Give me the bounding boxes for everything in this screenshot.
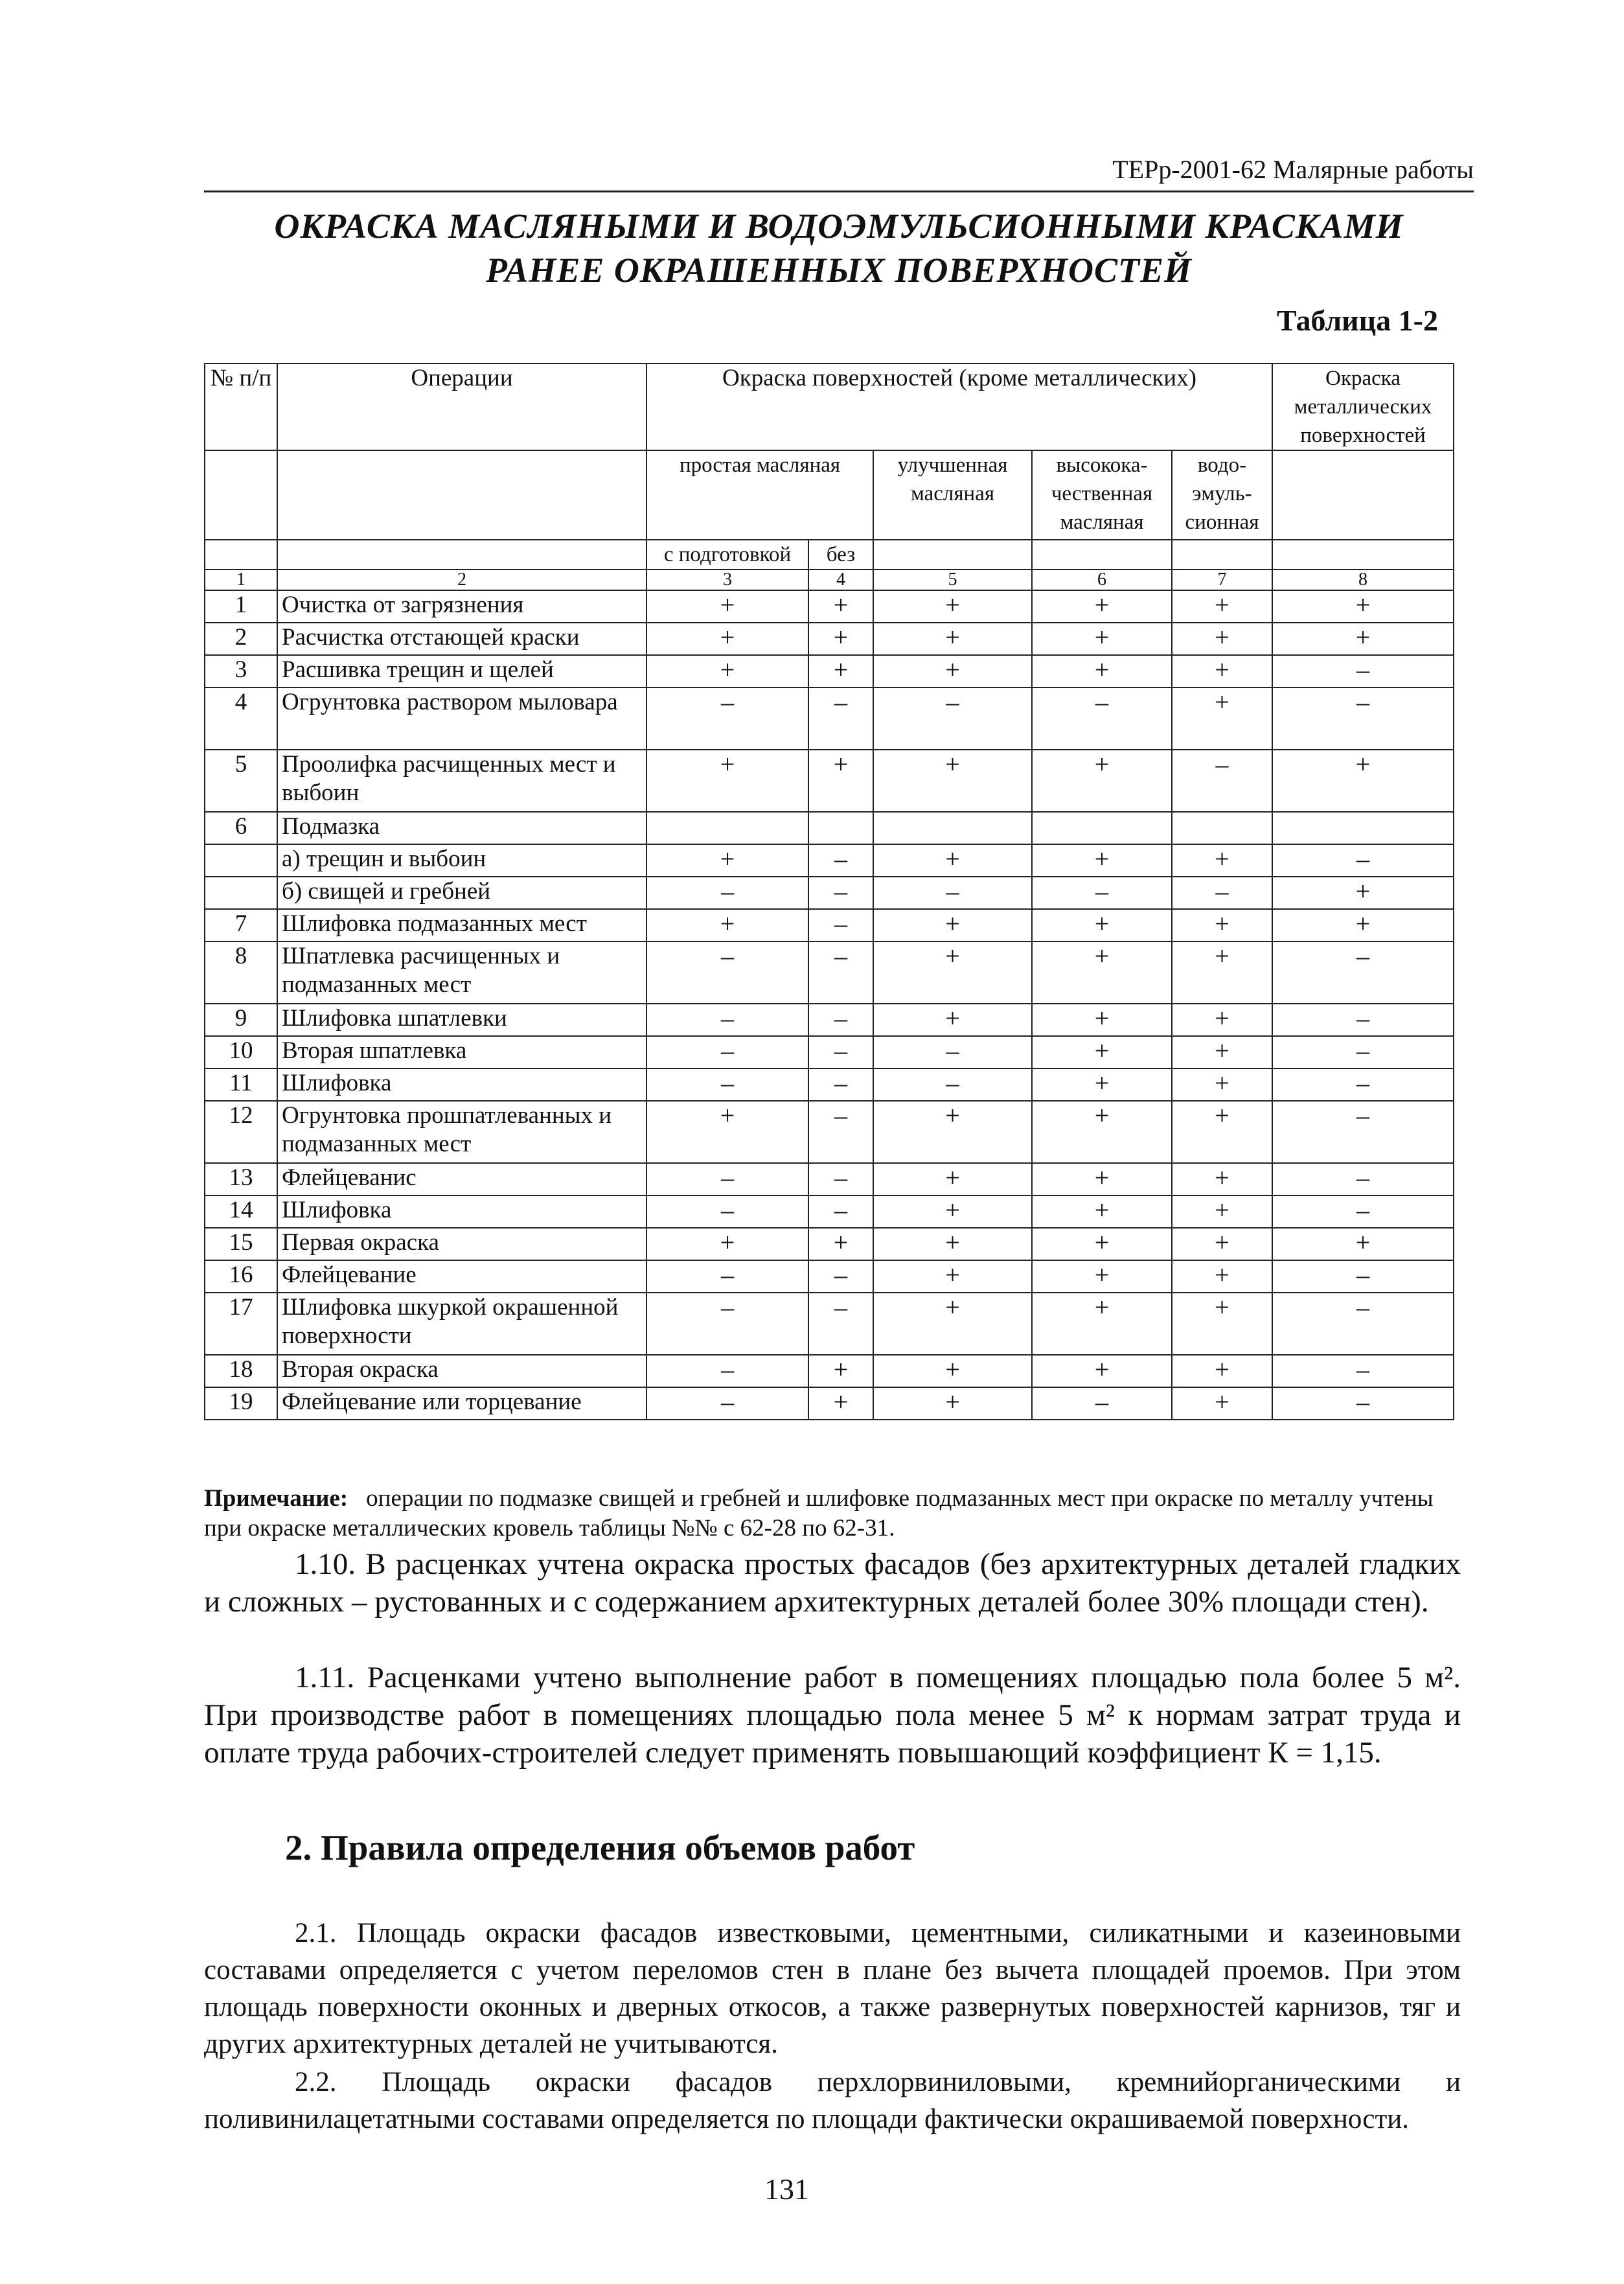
improved-oil-header: улучшенная масляная [873, 450, 1032, 540]
table-row [205, 623, 1454, 655]
index-cell: 5 [873, 570, 1032, 590]
mark-cell: + [1172, 655, 1272, 687]
mark-cell: – [873, 1068, 1032, 1101]
paragraph-2-2: 2.2. Площадь окраски фасадов перхлорвиниловыми, кремнийорганическими и поливинилацетатными составами определяется по площади фактически окрашиваемой поверхности. [204, 2067, 1461, 2134]
operation-name: Огрунтовка прошпатлеванных и подмазанных мест [277, 1101, 646, 1163]
mark-cell: – [646, 1195, 808, 1228]
mark-cell: + [1172, 1195, 1272, 1228]
mark-cell: + [1172, 1163, 1272, 1195]
operations-table [204, 363, 1454, 1420]
mark-cell: – [646, 687, 808, 750]
row-number: 13 [205, 1163, 277, 1195]
mark-cell: + [1032, 1228, 1172, 1260]
mark-cell: + [646, 655, 808, 687]
operation-name: Первая окраска [277, 1228, 646, 1260]
mark-cell: + [646, 750, 808, 812]
row-number: 16 [205, 1260, 277, 1293]
row-number: 18 [205, 1355, 277, 1387]
mark-cell: + [1032, 655, 1172, 687]
table-row [205, 1004, 1454, 1036]
mark-cell: + [873, 1101, 1032, 1163]
mark-cell: + [1172, 1036, 1272, 1068]
table-row [205, 590, 1454, 623]
mark-cell: + [1272, 750, 1454, 812]
mark-cell: + [1032, 1260, 1172, 1293]
mark-cell: – [1032, 877, 1172, 909]
row-number: 2 [205, 623, 277, 655]
mark-cell: + [873, 590, 1032, 623]
mark-cell: + [873, 1163, 1032, 1195]
mark-cell: + [873, 750, 1032, 812]
mark-cell: – [646, 1387, 808, 1420]
operation-name: Вторая шпатлевка [277, 1036, 646, 1068]
row-number: 19 [205, 1387, 277, 1420]
mark-cell: + [1172, 590, 1272, 623]
mark-cell: + [1172, 1387, 1272, 1420]
mark-cell: + [1172, 1228, 1272, 1260]
operation-name: б) свищей и гребней [277, 877, 646, 909]
mark-cell: – [646, 941, 808, 1004]
operation-name: Шлифовка подмазанных мест [277, 909, 646, 941]
table-row [205, 1195, 1454, 1228]
mark-cell: – [1272, 1036, 1454, 1068]
table-row [205, 1293, 1454, 1355]
mark-cell: – [1272, 1293, 1454, 1355]
table-row [205, 1163, 1454, 1195]
mark-cell: + [1032, 590, 1172, 623]
mark-cell: – [808, 1068, 873, 1101]
mark-cell [1272, 812, 1454, 844]
index-cell: 8 [1272, 570, 1454, 590]
header-row-2 [205, 450, 1454, 540]
mark-cell: + [1032, 1004, 1172, 1036]
mark-cell: + [1032, 1101, 1172, 1163]
mark-cell: + [1032, 1355, 1172, 1387]
row-number: 3 [205, 655, 277, 687]
mark-cell: + [1032, 623, 1172, 655]
mark-cell: + [1172, 1293, 1272, 1355]
mark-cell: + [1032, 1293, 1172, 1355]
mark-cell: – [646, 877, 808, 909]
operation-name: Огрунтовка раствором мыловара [277, 687, 646, 750]
mark-cell: + [1272, 623, 1454, 655]
without-header: без [808, 540, 873, 570]
table-row [205, 1387, 1454, 1420]
mark-cell: + [646, 1228, 808, 1260]
table-row [205, 1260, 1454, 1293]
row-number: 17 [205, 1293, 277, 1355]
operation-name: Расшивка трещин и щелей [277, 655, 646, 687]
mark-cell: – [808, 1293, 873, 1355]
operation-name: Вторая окраска [277, 1355, 646, 1387]
table-row [205, 941, 1454, 1004]
mark-cell: – [1272, 941, 1454, 1004]
mark-cell: – [1272, 1163, 1454, 1195]
mark-cell: – [873, 1036, 1032, 1068]
index-cell: 2 [277, 570, 646, 590]
mark-cell: + [808, 1228, 873, 1260]
mark-cell [646, 812, 808, 844]
index-cell: 3 [646, 570, 808, 590]
index-cell: 4 [808, 570, 873, 590]
mark-cell: + [808, 1355, 873, 1387]
operation-name: Шпатлевка расчищенных и подмазанных мест [277, 941, 646, 1004]
operation-name: Флейцеванис [277, 1163, 646, 1195]
row-number: 7 [205, 909, 277, 941]
mark-cell: + [1032, 750, 1172, 812]
with-prep-header: с подготовкой [646, 540, 808, 570]
mark-cell: – [873, 877, 1032, 909]
mark-cell: + [1172, 623, 1272, 655]
mark-cell: + [1172, 687, 1272, 750]
water-emulsion-header: водо-эмуль-сионная [1172, 450, 1272, 540]
mark-cell: + [1272, 909, 1454, 941]
mark-cell [1172, 812, 1272, 844]
mark-cell: + [873, 1228, 1032, 1260]
col-nonmetal-header: Окраска поверхностей (кроме металлических) [646, 363, 1272, 450]
mark-cell: – [1272, 1195, 1454, 1228]
operation-name: Шлифовка [277, 1195, 646, 1228]
mark-cell: – [1272, 687, 1454, 750]
mark-cell: + [873, 1293, 1032, 1355]
table-row [205, 655, 1454, 687]
operation-name: Флейцевание или торцевание [277, 1387, 646, 1420]
mark-cell: + [1172, 844, 1272, 877]
mark-cell: + [873, 941, 1032, 1004]
mark-cell: + [1032, 909, 1172, 941]
mark-cell: – [1032, 687, 1172, 750]
operation-name: Флейцевание [277, 1260, 646, 1293]
running-header [204, 150, 1474, 192]
operation-name: Подмазка [277, 812, 646, 844]
document-title [204, 204, 1474, 292]
mark-cell: + [1172, 1101, 1272, 1163]
mark-cell: – [808, 941, 873, 1004]
row-number: 4 [205, 687, 277, 750]
mark-cell: + [1272, 590, 1454, 623]
col-metal-header: Окраска металлических поверхностей [1272, 363, 1454, 450]
mark-cell [1032, 812, 1172, 844]
table-row [205, 909, 1454, 941]
mark-cell [808, 812, 873, 844]
mark-cell: + [808, 623, 873, 655]
page-number: 131 [764, 2173, 809, 2206]
row-number: 14 [205, 1195, 277, 1228]
col-no-header: № п/п [205, 363, 277, 450]
row-number: 12 [205, 1101, 277, 1163]
mark-cell: – [646, 1036, 808, 1068]
row-number: 9 [205, 1004, 277, 1036]
row-number: 6 [205, 812, 277, 844]
operation-name: Очистка от загрязнения [277, 590, 646, 623]
mark-cell: – [808, 1101, 873, 1163]
table-row [205, 750, 1454, 812]
mark-cell: – [808, 1004, 873, 1036]
mark-cell: + [646, 909, 808, 941]
table-row [205, 1355, 1454, 1387]
mark-cell: + [646, 590, 808, 623]
mark-cell: + [1272, 877, 1454, 909]
mark-cell: + [1032, 1068, 1172, 1101]
mark-cell: – [1272, 1068, 1454, 1101]
index-cell: 6 [1032, 570, 1172, 590]
operation-name: Шлифовка шпатлевки [277, 1004, 646, 1036]
index-cell: 7 [1172, 570, 1272, 590]
mark-cell: + [1032, 1036, 1172, 1068]
mark-cell: + [873, 623, 1032, 655]
mark-cell: – [1272, 1387, 1454, 1420]
mark-cell: + [873, 909, 1032, 941]
mark-cell: – [646, 1163, 808, 1195]
mark-cell: + [873, 1355, 1032, 1387]
title-line-2: РАНЕЕ ОКРАШЕННЫХ ПОВЕРХНОСТЕЙ [485, 251, 1192, 290]
column-index-row [205, 570, 1454, 590]
mark-cell: – [1172, 877, 1272, 909]
title-line-1: ОКРАСКА МАСЛЯНЫМИ И ВОДОЭМУЛЬСИОННЫМИ КРАСКАМИ [274, 207, 1404, 246]
table-row [205, 1101, 1454, 1163]
mark-cell: + [1032, 941, 1172, 1004]
mark-cell: – [1272, 1260, 1454, 1293]
table-note [204, 1484, 1461, 1543]
table-row [205, 1068, 1454, 1101]
mark-cell: – [808, 1163, 873, 1195]
mark-cell: – [646, 1260, 808, 1293]
mark-cell: + [1172, 1004, 1272, 1036]
table-row [205, 1228, 1454, 1260]
mark-cell: + [1032, 1163, 1172, 1195]
mark-cell: – [808, 909, 873, 941]
mark-cell: + [1272, 1228, 1454, 1260]
operation-name: Проолифка расчищенных мест и выбоин [277, 750, 646, 812]
mark-cell: + [873, 1004, 1032, 1036]
simple-oil-header: простая масляная [646, 450, 873, 540]
mark-cell: – [1272, 1355, 1454, 1387]
table-row [205, 877, 1454, 909]
mark-cell: – [808, 844, 873, 877]
paragraph-1-11: 1.11. Расценками учтено выполнение работ в помещениях площадью пола более 5 м². При производстве работ в помещениях площадью пола менее 5 м² к нормам затрат труда и оплате труда рабочих-строителей следует применять повышающий коэффициент К = 1,15. [204, 1661, 1461, 1770]
row-number [205, 844, 277, 877]
mark-cell: + [1172, 909, 1272, 941]
mark-cell: – [1032, 1387, 1172, 1420]
mark-cell: + [873, 655, 1032, 687]
mark-cell: + [873, 1387, 1032, 1420]
mark-cell: – [646, 1293, 808, 1355]
mark-cell: – [646, 1355, 808, 1387]
mark-cell: + [1172, 1355, 1272, 1387]
mark-cell: – [808, 1260, 873, 1293]
mark-cell: – [808, 1036, 873, 1068]
paragraph-2-1: 2.1. Площадь окраски фасадов известковыми, цементными, силикатными и казеиновыми составами определяется с учетом переломов стен в плане без вычета площадей проемов. При этом площадь поверхности оконных и дверных откосов, а также развернутых поверхностей карнизов, тяг и других архитектурных деталей не учитываются. [204, 1918, 1461, 2059]
index-cell: 1 [205, 570, 277, 590]
mark-cell [873, 812, 1032, 844]
mark-cell: – [1272, 1004, 1454, 1036]
high-quality-oil-header: высокока-чественная масляная [1032, 450, 1172, 540]
row-number: 11 [205, 1068, 277, 1101]
mark-cell: + [808, 590, 873, 623]
mark-cell: – [1272, 844, 1454, 877]
mark-cell: – [646, 1068, 808, 1101]
mark-cell: – [646, 1004, 808, 1036]
mark-cell: + [808, 655, 873, 687]
table-label: Таблица 1-2 [1276, 304, 1438, 337]
note-text: операции по подмазке свищей и гребней и шлифовке подмазанных мест при окраске по металлу учтены при окраске металлических кровель таблицы №№ с 62-28 по 62-31. [204, 1485, 1434, 1541]
mark-cell: + [808, 750, 873, 812]
mark-cell: + [1032, 1195, 1172, 1228]
header-row-1 [205, 363, 1454, 450]
mark-cell: + [873, 1260, 1032, 1293]
table-row [205, 687, 1454, 750]
mark-cell: + [1032, 844, 1172, 877]
mark-cell: + [1172, 941, 1272, 1004]
row-number: 15 [205, 1228, 277, 1260]
header-row-3 [205, 540, 1454, 570]
row-number: 10 [205, 1036, 277, 1068]
mark-cell: – [1272, 655, 1454, 687]
table-row [205, 1036, 1454, 1068]
col-operations-header: Операции [277, 363, 646, 450]
mark-cell: + [873, 1195, 1032, 1228]
mark-cell: + [1172, 1260, 1272, 1293]
mark-cell: + [646, 623, 808, 655]
note-label: Примечание: [204, 1485, 349, 1512]
mark-cell: + [1172, 1068, 1272, 1101]
mark-cell: – [808, 687, 873, 750]
operation-name: а) трещин и выбоин [277, 844, 646, 877]
row-number: 1 [205, 590, 277, 623]
mark-cell: – [1272, 1101, 1454, 1163]
table-row [205, 844, 1454, 877]
row-number [205, 877, 277, 909]
mark-cell: – [808, 1195, 873, 1228]
table-row [205, 812, 1454, 844]
section-title: 2. Правила определения объемов работ [285, 1828, 915, 1867]
mark-cell: – [873, 687, 1032, 750]
paragraph-1-10: 1.10. В расценках учтена окраска простых фасадов (без архитектурных деталей гладких и сложных – рустованных и с содержанием архитектурных деталей более 30% площади стен). [204, 1547, 1461, 1619]
mark-cell: – [1172, 750, 1272, 812]
operation-name: Шлифовка шкуркой окрашенной поверхности [277, 1293, 646, 1355]
mark-cell: – [808, 877, 873, 909]
operation-name: Расчистка отстающей краски [277, 623, 646, 655]
row-number: 8 [205, 941, 277, 1004]
row-number: 5 [205, 750, 277, 812]
operation-name: Шлифовка [277, 1068, 646, 1101]
mark-cell: + [873, 844, 1032, 877]
mark-cell: + [646, 1101, 808, 1163]
mark-cell: + [646, 844, 808, 877]
mark-cell: + [808, 1387, 873, 1420]
running-title: ТЕРр-2001-62 Малярные работы [1112, 155, 1474, 184]
